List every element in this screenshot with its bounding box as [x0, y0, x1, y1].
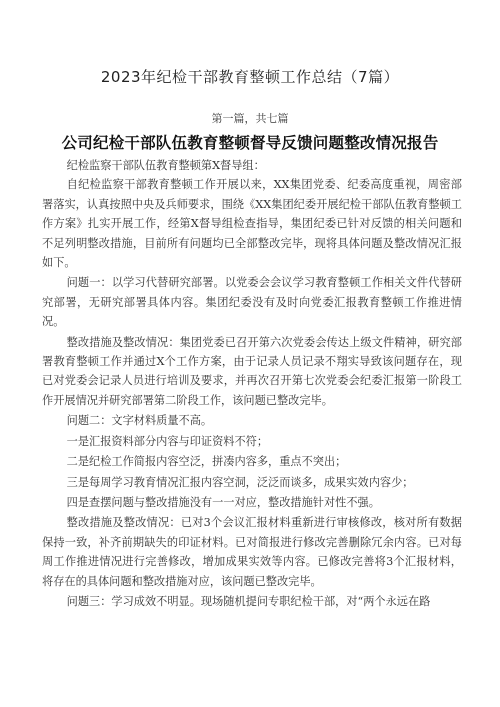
paragraph-rectification-1: 整改措施及整改情况：集团党委已召开第六次党委会传达上级文件精神，研究部署教育整顿工作并通过X个工作方案，由于记录人员记录不翔实导致该问题存在，现已对党委会记录人员进行培训及要求，并再次召开第七次党委会纪委汇报第一阶段工作开展情况并研究部署第二阶段工作，该问题已整改完毕。	[42, 335, 462, 407]
list-item: 四是查摆问题与整改措施没有一一对应，整改措施针对性不强。	[66, 495, 380, 509]
salutation: 纪检监察干部队伍教育整顿第X督导组：	[66, 159, 265, 172]
paragraph-issue-3: 问题三：学习成效不明显。现场随机提问专职纪检干部，对“两个永远在路	[66, 594, 431, 608]
paragraph-issue-2: 问题二：文字材料质量不高。	[66, 414, 213, 428]
paragraph-issue-1: 问题一：以学习代替研究部署。以党委会会议学习教育整顿工作相关文件代替研究部署，无研究部署具体内容。集团纪委没有及时向党委汇报教育整顿工作推进情况。	[42, 276, 462, 329]
list-item: 一是汇报资料部分内容与印证资料不符；	[66, 434, 269, 448]
part-label: 第一篇，共七篇	[211, 112, 289, 125]
report-title: 公司纪检干部队伍教育整顿督导反馈问题整改情况报告	[61, 134, 439, 152]
list-item: 三是每周学习教育情况汇报内容空洞，泛泛而谈多，成果实效内容少；	[66, 475, 414, 489]
paragraph-rectification-2: 整改措施及整改情况：已对3个会议汇报材料重新进行审核修改，核对所有数据保持一致，补齐前期缺失的印证材料。已对简报进行修改完善删除冗余内容。已对每周工作推进情况进行完善修改，增加成果实效等内容。已修改完善将3个汇报材料，将存在的具体问题和整改措施对应，该问题已整改完毕。	[42, 516, 462, 588]
paragraph-intro: 自纪检监察干部教育整顿工作开展以来，XX集团党委、纪委高度重视，周密部署落实，认真按照中央及兵师要求，围绕《XX集团纪委开展纪检干部队伍教育整顿工作方案》扎实开展工作，经第X督导组检查指导，集团纪委已针对反馈的相关问题和不足列明整改措施，目前所有问题均已全部整改完毕，现将具体问题及整改情况汇报如下。	[42, 178, 462, 270]
document-body	[42, 156, 462, 611]
document-title: 2023年纪检干部教育整顿工作总结（7篇）	[100, 68, 400, 86]
list-item: 二是纪检工作简报内容空泛，拼凑内容多，重点不突出；	[66, 455, 347, 469]
